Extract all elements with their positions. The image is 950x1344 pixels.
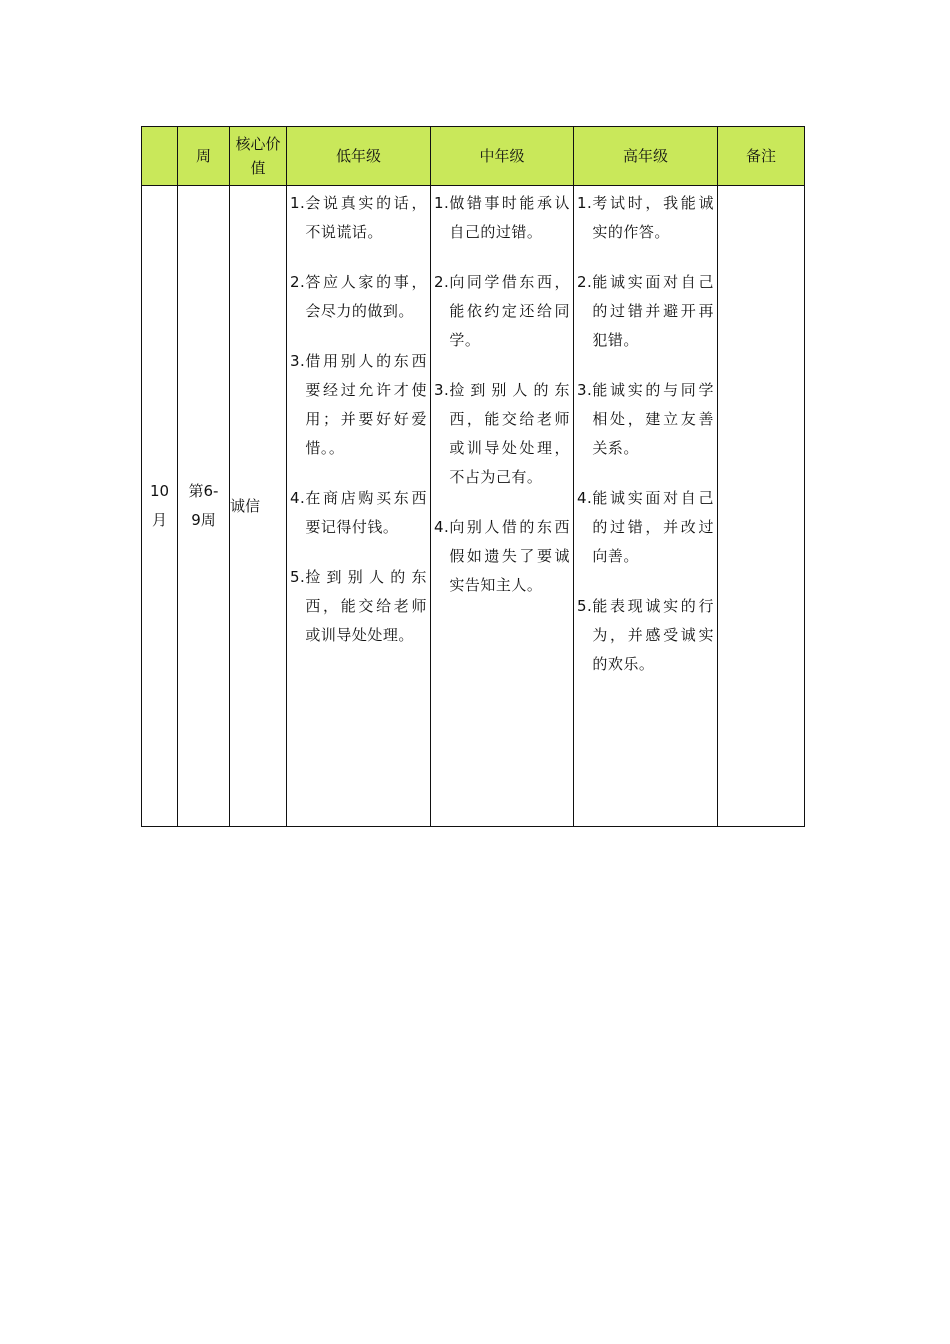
- item-number: 2.: [434, 273, 450, 291]
- item-number: 3.: [577, 381, 593, 399]
- list-item: [290, 484, 427, 542]
- header-week: 周: [178, 127, 230, 186]
- item-number: 1.: [434, 194, 450, 212]
- item-text: 能表现诚实的行为，并感受诚实的欢乐。: [592, 597, 714, 673]
- list-item: [434, 268, 570, 355]
- high-grade-cell: [574, 186, 718, 827]
- mid-grade-cell: [431, 186, 574, 827]
- list-item: [290, 563, 427, 650]
- item-text: 能诚实面对自己的过错并避开再犯错。: [592, 273, 714, 349]
- item-text: 做错事时能承认自己的过错。: [449, 194, 570, 241]
- list-item: [577, 189, 714, 247]
- item-text: 捡到别人的东西，能交给老师或训导处处理，不占为己有。: [449, 381, 570, 486]
- header-row: [142, 127, 805, 186]
- item-number: 3.: [290, 352, 306, 370]
- moral-education-plan-table: [141, 126, 805, 827]
- list-item: [434, 189, 570, 247]
- item-number: 5.: [290, 568, 306, 586]
- list-item: [290, 268, 427, 326]
- week-label: 第6-9周: [188, 482, 219, 529]
- month-label: 10月: [149, 482, 170, 529]
- item-number: 4.: [434, 518, 450, 536]
- item-number: 3.: [434, 381, 450, 399]
- month-cell: [142, 186, 178, 827]
- item-number: 1.: [290, 194, 306, 212]
- item-text: 考试时，我能诚实的作答。: [592, 194, 714, 241]
- header-core-value: 核心价值: [230, 127, 287, 186]
- item-text: 能诚实的与同学相处，建立友善关系。: [592, 381, 714, 457]
- note-cell: [718, 186, 805, 827]
- item-number: 4.: [577, 489, 593, 507]
- item-text: 向别人借的东西假如遗失了要诚实告知主人。: [449, 518, 570, 594]
- item-text: 借用别人的东西要经过允许才使用；并要好好爱惜。。: [305, 352, 427, 457]
- item-text: 答应人家的事，会尽力的做到。: [305, 273, 427, 320]
- header-low-grade: 低年级: [287, 127, 431, 186]
- list-item: [577, 376, 714, 463]
- header-month: [142, 127, 178, 186]
- list-item: [577, 268, 714, 355]
- item-text: 向同学借东西，能依约定还给同学。: [449, 273, 570, 349]
- item-number: 1.: [577, 194, 593, 212]
- mid-grade-list: [431, 186, 573, 600]
- header-note: 备注: [718, 127, 805, 186]
- item-number: 2.: [577, 273, 593, 291]
- low-grade-cell: [287, 186, 431, 827]
- item-text: 能诚实面对自己的过错，并改过向善。: [592, 489, 714, 565]
- header-high-grade: 高年级: [574, 127, 718, 186]
- low-grade-list: [287, 186, 430, 650]
- high-grade-list: [574, 186, 717, 679]
- item-number: 5.: [577, 597, 593, 615]
- table-row: [142, 186, 805, 827]
- item-text: 捡到别人的东西，能交给老师或训导处处理。: [305, 568, 427, 644]
- header-mid-grade: 中年级: [431, 127, 574, 186]
- item-text: 在商店购买东西要记得付钱。: [305, 489, 427, 536]
- week-cell: [178, 186, 230, 827]
- list-item: [577, 484, 714, 571]
- list-item: [434, 376, 570, 492]
- core-value-cell: 诚信: [230, 186, 287, 827]
- item-number: 4.: [290, 489, 306, 507]
- list-item: [290, 189, 427, 247]
- item-text: 会说真实的话，不说谎话。: [305, 194, 427, 241]
- list-item: [434, 513, 570, 600]
- item-number: 2.: [290, 273, 306, 291]
- list-item: [290, 347, 427, 463]
- list-item: [577, 592, 714, 679]
